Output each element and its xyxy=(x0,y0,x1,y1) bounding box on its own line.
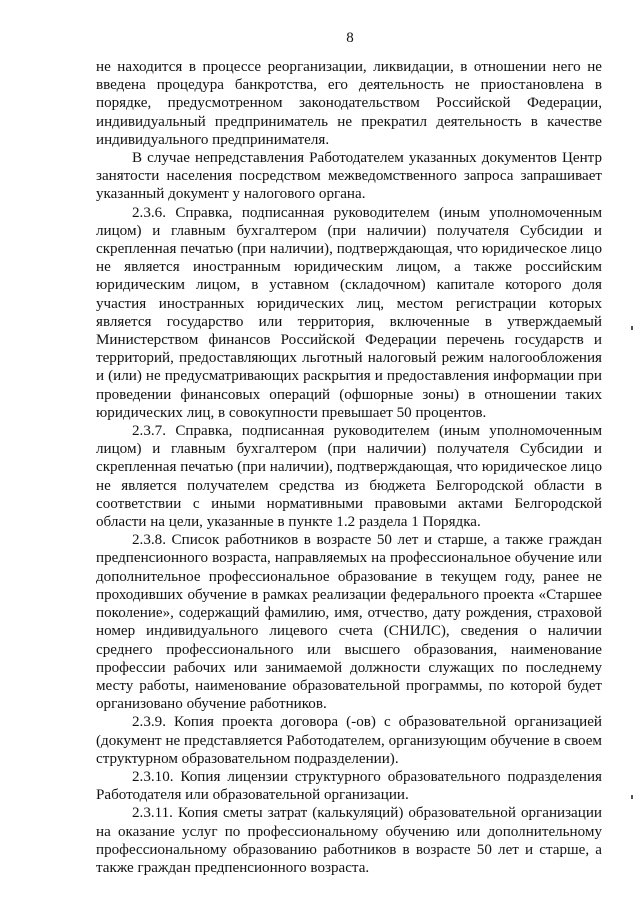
paragraph-2-3-10: 2.3.10. Копия лицензии структурного образовательного подразделения Работодателя или образовательной организации. xyxy=(96,768,602,804)
scan-mark xyxy=(631,795,633,799)
paragraph-continuation: не находится в процессе реорганизации, ликвидации, в отношении него не введена процедура банкротства, его деятельность не приостановлена в порядке, предусмотренном законодательством Российской Федерации, индивидуальный предприниматель не прекратил деятельность в качестве индивидуального предпринимателя. xyxy=(96,59,602,148)
paragraph-2-3-7: 2.3.7. Справка, подписанная руководителем (иным уполномоченным лицом) и главным бухгалтером (при наличии) получателя Субсидии и скрепленная печатью (при наличии), подтверждающая, что юридическое лицо не является получателем средства из бюджета Белгородской области в соответствии с иными нормативными правовыми актами Белгородской области на цели, указанные в пункте 1.2 раздела 1 Порядка. xyxy=(96,423,602,531)
document-body xyxy=(96,58,602,877)
paragraph-2-3-8: 2.3.8. Список работников в возрасте 50 лет и старше, а также граждан предпенсионного возраста, направляемых на профессиональное обучение или дополнительное профессиональное образование в текущем году, ранее не проходивших обучение в рамках реализации федерального проекта «Старшее поколение», содержащий фамилию, имя, отчество, дату рождения, страховой номер индивидуального лицевого счета (СНИЛС), сведения о наличии среднего профессионального или высшего образования, наименование профессии рабочих или занимаемой должности служащих по последнему месту работы, наименование образовательной программы, по которой будет организовано обучение работников. xyxy=(96,532,602,713)
paragraph-2-3-9: 2.3.9. Копия проекта договора (-ов) с образовательной организацией (документ не представляется Работодателем, организующим обучение в своем структурном образовательном подразделении). xyxy=(96,714,602,767)
paragraph-nonsubmission: В случае непредставления Работодателем указанных документов Центр занятости населения посредством межведомственного запроса запрашивает указанный документ у налогового органа. xyxy=(96,150,602,203)
page-number: 8 xyxy=(346,30,354,46)
paragraph-2-3-11: 2.3.11. Копия сметы затрат (калькуляций) образовательной организации на оказание услуг по профессиональному обучению или дополнительному профессиональному образованию работников в возрасте 50 лет и старше, а также граждан предпенсионного возраста. xyxy=(96,805,602,876)
paragraph-2-3-6: 2.3.6. Справка, подписанная руководителем (иным уполномоченным лицом) и главным бухгалтером (при наличии) получателя Субсидии и скрепленная печатью (при наличии), подтверждающая, что юридическое лицо не является иностранным юридическим лицом, а также российским юридическим лицом, в уставном (складочном) капитале которого доля участия иностранных юридических лиц, местом регистрации которых является государство или территория, включенные в утверждаемый Министерством финансов Российской Федерации перечень государств и территорий, предоставляющих льготный налоговый режим налогообложения и (или) не предусматривающих раскрытия и предоставления информации при проведении финансовых операций (офшорные зоны) в отношении таких юридических лиц, в совокупности превышает 50 процентов. xyxy=(96,204,602,421)
scan-mark xyxy=(631,326,633,330)
